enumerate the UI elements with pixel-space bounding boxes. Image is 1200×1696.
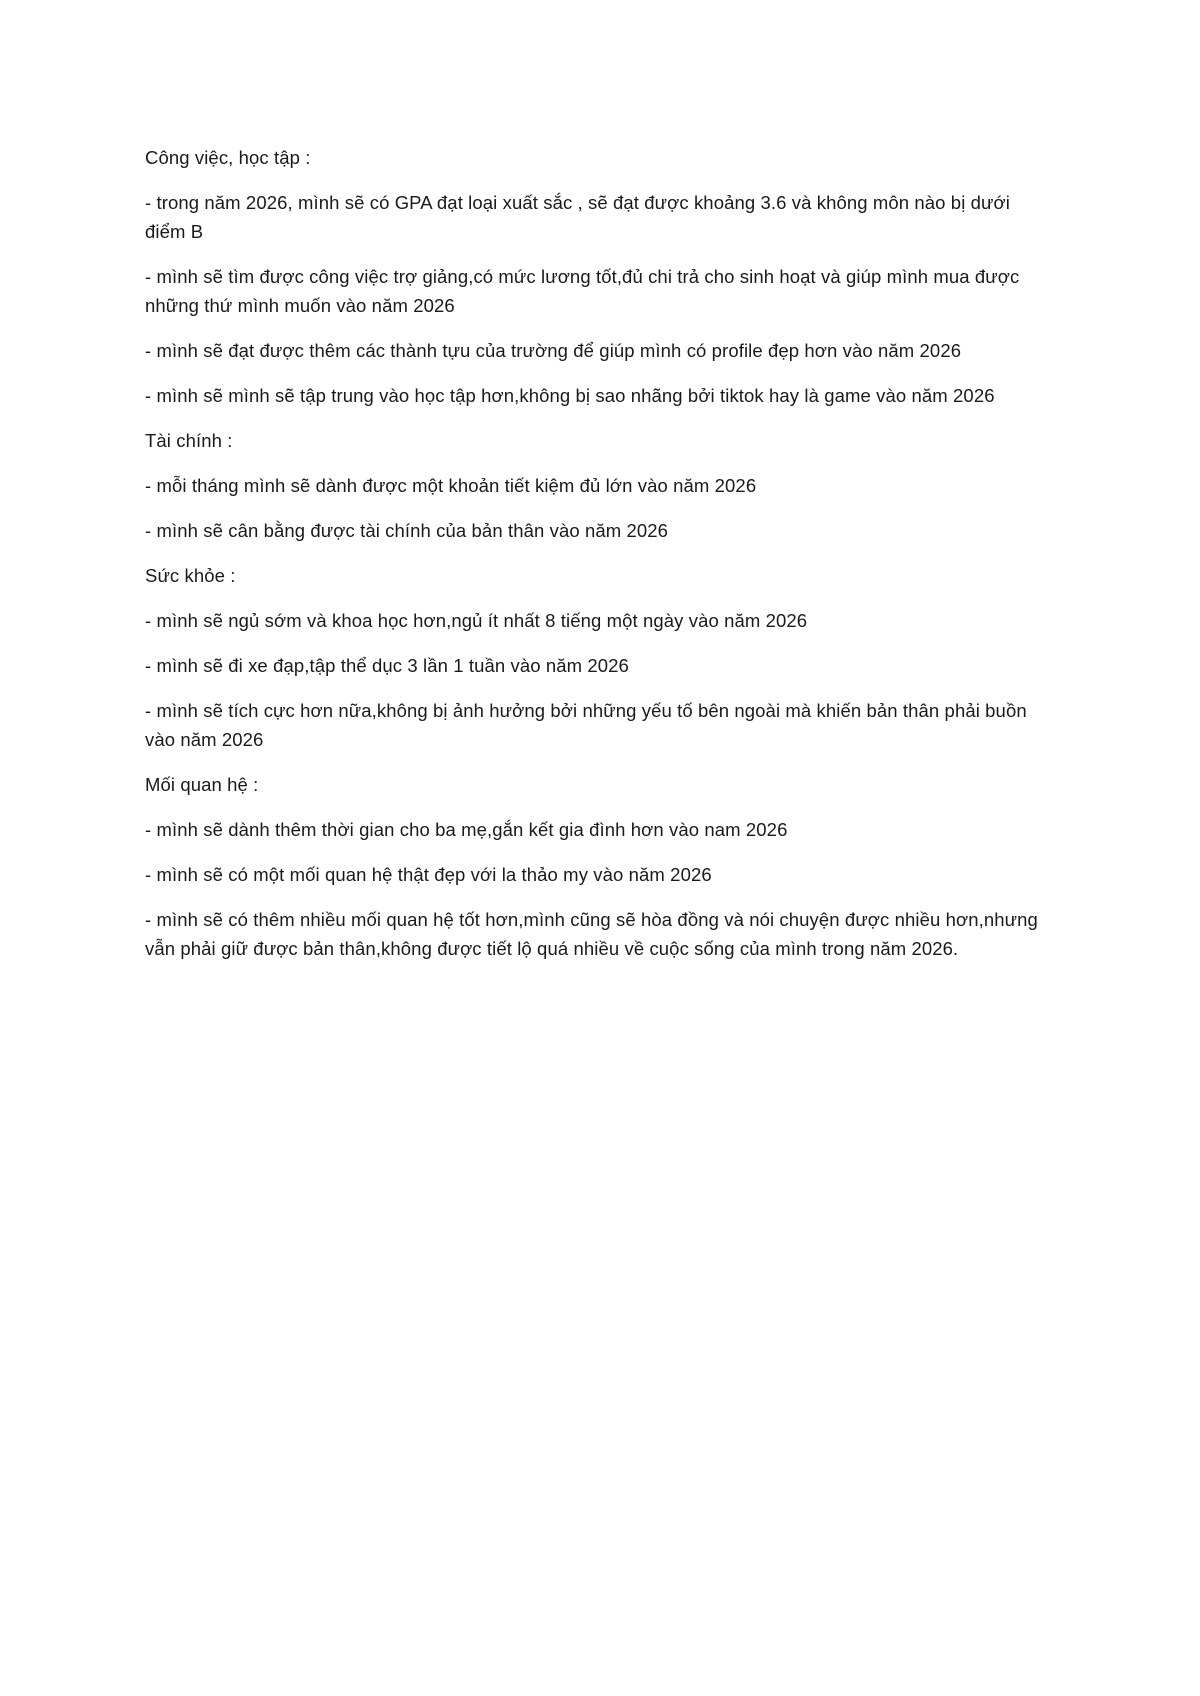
paragraph-item: - mình sẽ có một mối quan hệ thật đẹp với la thảo my vào năm 2026	[145, 864, 712, 885]
paragraph-item: - mình sẽ đi xe đạp,tập thể dục 3 lần 1 tuần vào năm 2026	[145, 655, 629, 676]
paragraph-item: - mình sẽ tích cực hơn nữa,không bị ảnh hưởng bởi những yếu tố bên ngoài mà khiến bản thân phải buồn vào năm 2026	[145, 700, 1027, 750]
paragraph-item: - mỗi tháng mình sẽ dành được một khoản tiết kiệm đủ lớn vào năm 2026	[145, 475, 757, 496]
section-heading-health: Sức khỏe :	[145, 565, 236, 586]
document-body	[145, 143, 1055, 979]
paragraph-item: - mình sẽ cân bằng được tài chính của bản thân vào năm 2026	[145, 520, 669, 541]
paragraph-item: - mình sẽ có thêm nhiều mối quan hệ tốt hơn,mình cũng sẽ hòa đồng và nói chuyện được nhiều hơn,nhưng vẫn phải giữ được bản thân,không được tiết lộ quá nhiều về cuộc sống của mình trong năm 2026.	[145, 909, 1038, 959]
section-heading-finance: Tài chính :	[145, 430, 233, 451]
paragraph-item: - mình sẽ mình sẽ tập trung vào học tập hơn,không bị sao nhãng bởi tiktok hay là game vào năm 2026	[145, 385, 995, 406]
paragraph-item: - mình sẽ dành thêm thời gian cho ba mẹ,gắn kết gia đình hơn vào nam 2026	[145, 819, 788, 840]
section-heading-work-study: Công việc, học tập :	[145, 147, 311, 168]
paragraph-item: - mình sẽ đạt được thêm các thành tựu của trường để giúp mình có profile đẹp hơn vào năm 2026	[145, 340, 962, 361]
paragraph-item: - mình sẽ tìm được công việc trợ giảng,có mức lương tốt,đủ chi trả cho sinh hoạt và giúp mình mua được những thứ mình muốn vào năm 2026	[145, 266, 1020, 316]
section-heading-relationships: Mối quan hệ :	[145, 774, 259, 795]
paragraph-item: - trong năm 2026, mình sẽ có GPA đạt loại xuất sắc , sẽ đạt được khoảng 3.6 và không môn nào bị dưới điểm B	[145, 192, 1010, 242]
paragraph-item: - mình sẽ ngủ sớm và khoa học hơn,ngủ ít nhất 8 tiếng một ngày vào năm 2026	[145, 610, 808, 631]
